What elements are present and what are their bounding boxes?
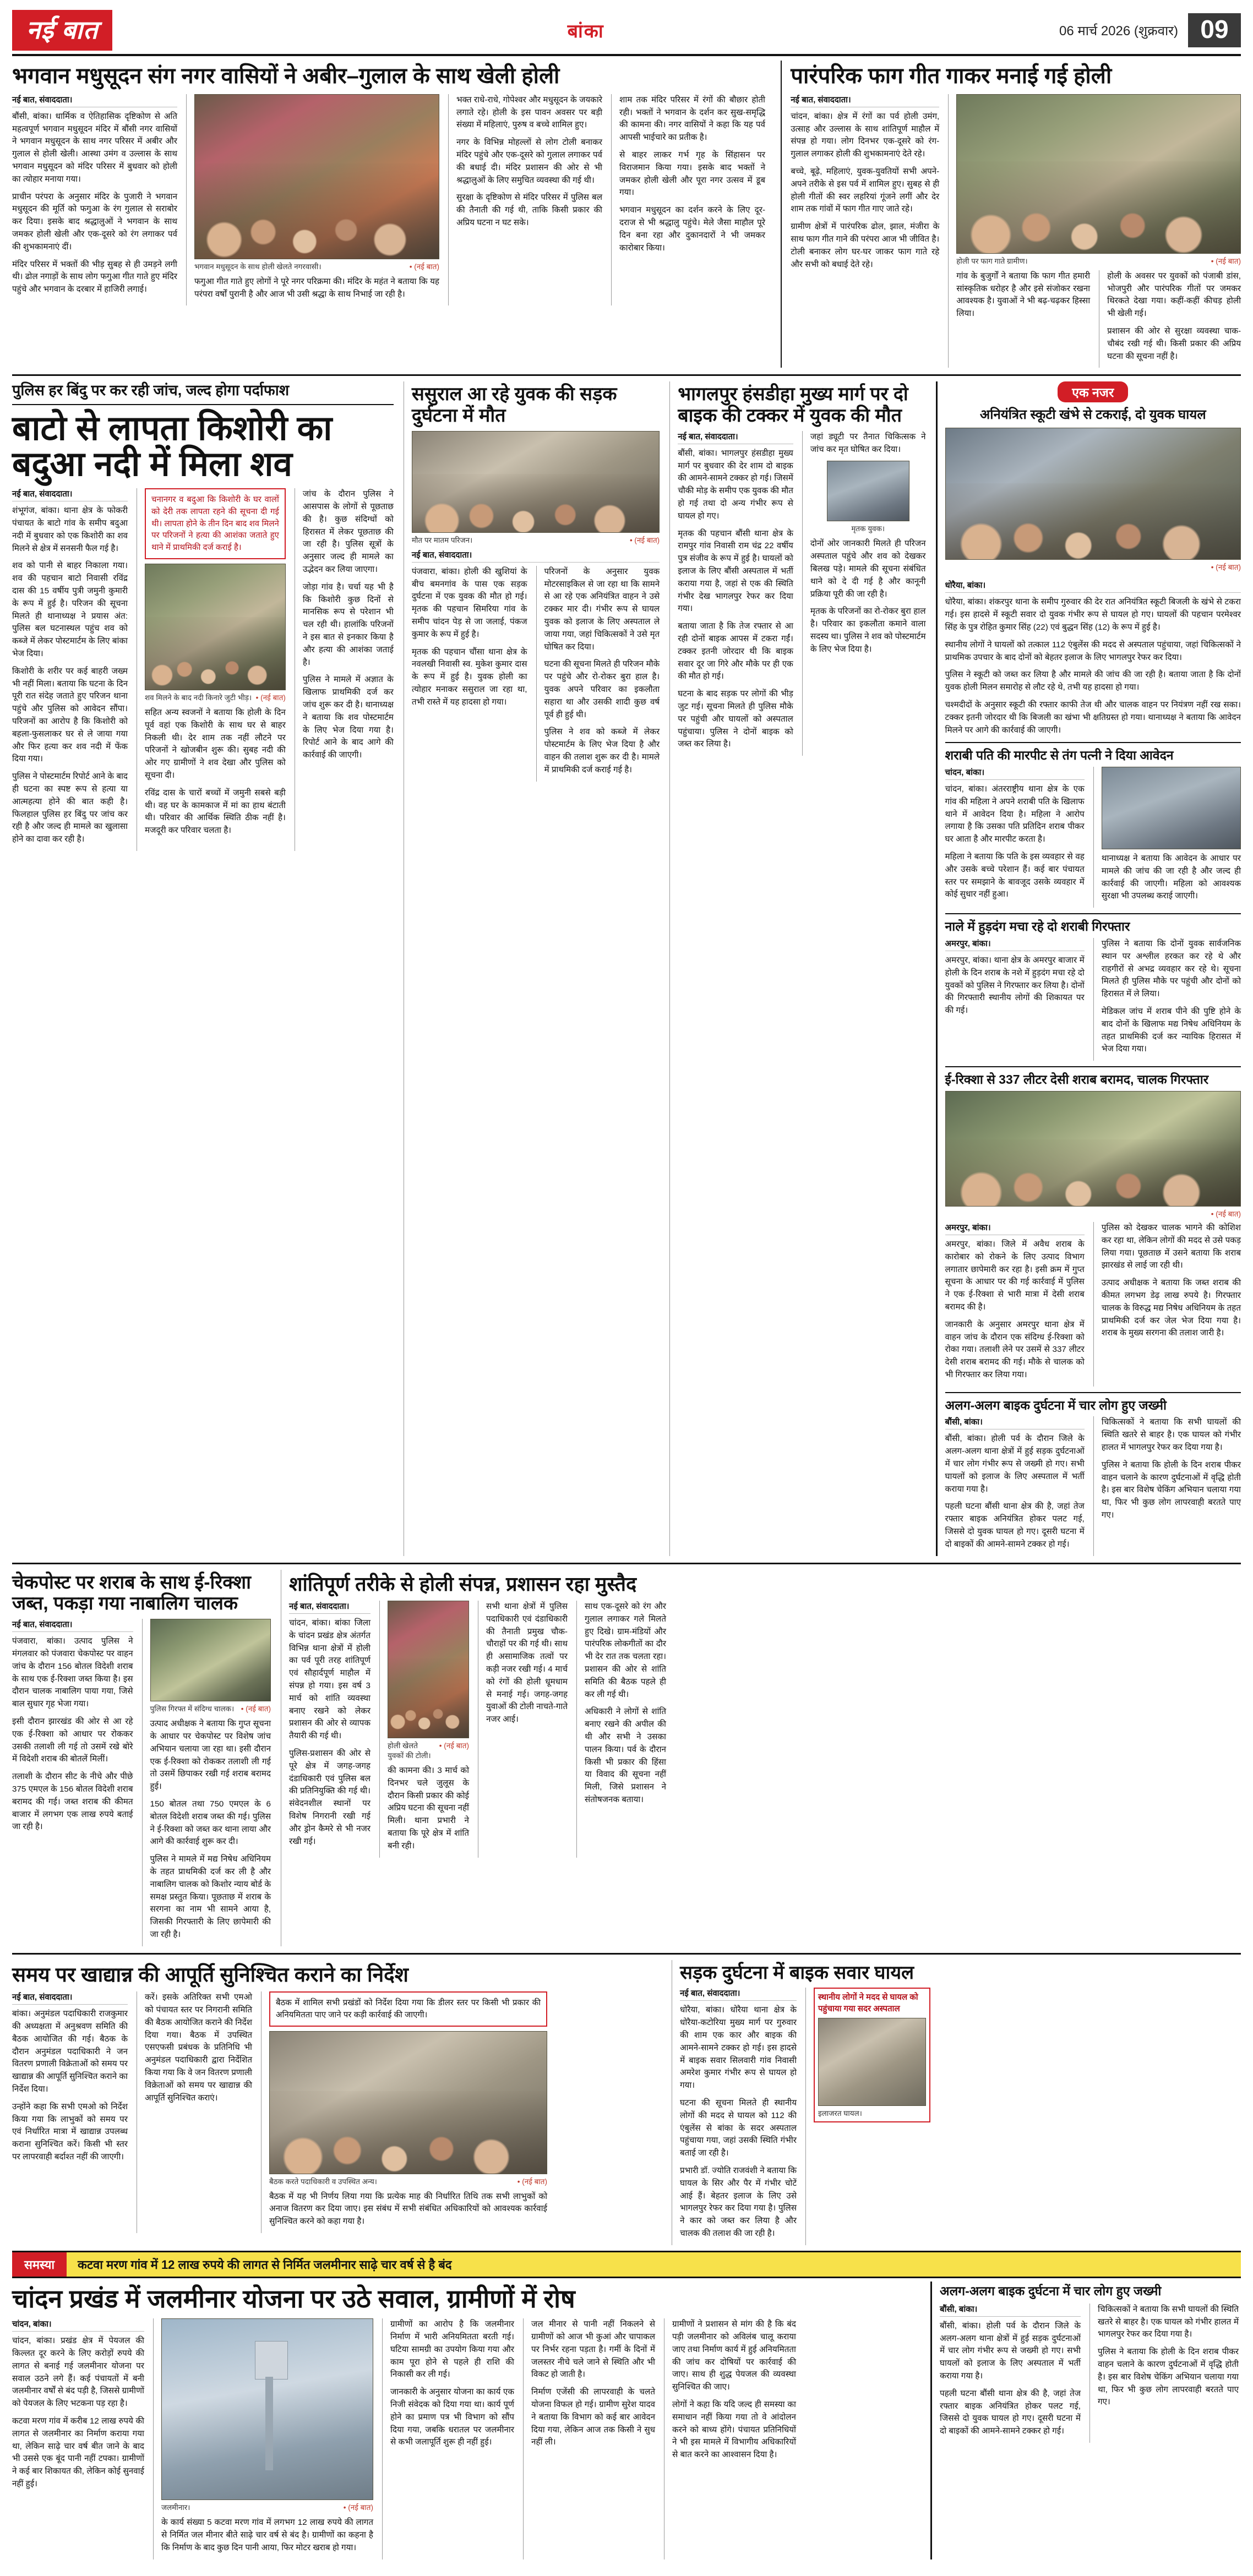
story-sasural-headline: ससुराल आ रहे युवक की सड़क दुर्घटना में मौत [411,384,617,427]
photo-caption [269,2174,547,2186]
paragraph: उत्पाद अधीक्षक ने बताया कि जब्त शराब की कीमत लगभग डेढ़ लाख रुपये है। गिरफ्तार चालक के विरुद्ध मद्य निषेध अधिनियम के तहत प्राथमिकी दर्ज कर जेल भेज दिया गया है। शराब के मुख्य सरगना की तलाश जारी है। [1101,1278,1241,1338]
paragraph: घटना की सूचना मिलते ही परिजन मौके पर पहुंचे और रो-रोकर बुरा हाल है। युवक अपने परिवार का इकलौता सहारा था और उसकी शादी कुछ वर्ष पूर्व ही हुई थी। [544,659,660,719]
page-number: 09 [1188,13,1241,47]
paragraph: प्राचीन परंपरा के अनुसार मंदिर के पुजारी ने भगवान मधुसूदन की मूर्ति को फगुआ के रंग गुलाल से सराबोर कर दिया। इसके बाद श्रद्धालुओं ने भगवान के साथ जमकर होली खेली और एक-दूसरे को रंग लगाकर पर्व की शुभकामनाएं दीं। [12,192,177,252]
paragraph: की कामना की। 3 मार्च को दिनभर चले जुलूस के दौरान किसी प्रकार की कोई अप्रिय घटना की सूचना नहीं मिली। थाना प्रभारी ने बताया कि पूरे क्षेत्र में शांति बनी रही। [388,1765,469,1851]
paragraph: रविंद्र दास के चारों बच्चों में जमुनी सबसे बड़ी थी। वह घर के कामकाज में मां का हाथ बंटाती थी। परिवार की आर्थिक स्थिति ठीक नहीं है। मजदूरी कर परिवार चलता है। [145,788,286,836]
paragraph: बौंसी, बांका। होली पर्व के दौरान जिले के अलग-अलग थाना क्षेत्रों में हुई सड़क दुर्घटनाओं में चार लोग गंभीर रूप से जख्मी हो गए। सभी घायलों को इलाज के लिए अस्पताल में भर्ती कराया गया है। [940,2321,1081,2381]
paragraph: महिला ने बताया कि पति के इस व्यवहार से वह और उसके बच्चे परेशान हैं। कई बार पंचायत स्तर पर समझाने के बावजूद उसके व्यवहार में कोई सुधार नहीं हुआ। [945,852,1085,899]
paragraph: मंदिर परिसर में भक्तों की भीड़ सुबह से ही उमड़ने लगी थी। ढोल नगाड़ों के साथ लोग फगुआ गीत गाते हुए मंदिर पहुंचे और भगवान के दरबार में हाजिरी लगाई। [12,259,177,294]
paragraph: घटना की सूचना मिलते ही स्थानीय लोगों की मदद से घायल को 112 की एंबुलेंस से बांका के सदर अस्पताल पहुंचाया गया, जहां उसकी स्थिति गंभीर बताई जा रही है। [680,2098,797,2158]
byline: नई बात, संवाददाता। [12,1991,128,2005]
photo-credit: • (नई बात) [255,693,286,702]
inset-note [814,1988,930,2122]
paragraph: शंभूगंज, बांका। थाना क्षेत्र के फोकरी पंचायत के बाटो गांव के समीप बदुआ नदी में बुधवार को एक किशोरी का शव मिलने से क्षेत्र में सनसनी फैल गई है। [12,506,128,553]
story-missing-girl [12,381,394,1556]
caption-text: इलाजरत घायल। [818,2109,862,2117]
photo-suspect-in-custody [150,1619,271,1701]
byline: नई बात, संवाददाता। [412,549,660,563]
paragraph: स्थानीय लोगों ने घायलों को तत्काल 112 एंबुलेंस की मदद से अस्पताल पहुंचाया, जहां चिकित्सकों ने प्राथमिक उपचार के बाद दोनों को बेहतर इलाज के लिए भागलपुर रेफर कर दिया। [945,640,1241,662]
photo-credit: • (नई बात) [1211,1209,1241,1218]
paragraph: जहां ड्यूटी पर तैनात चिकित्सक ने जांच कर मृत घोषित कर दिया। [810,432,926,454]
byline: नई बात, संवाददाता। [791,94,939,107]
photo-credit: • (नई बात) [517,2177,547,2186]
paragraph: पहली घटना बौंसी थाना क्षेत्र की है, जहां तेज रफ्तार बाइक अनियंत्रित होकर पलट गई, जिससे दो युवक घायल हो गए। दूसरी घटना में दो बाइकों की आमने-सामने टक्कर हो गई। [940,2388,1081,2436]
paragraph: चांदन, बांका। प्रखंड क्षेत्र में पेयजल की किल्लत दूर करने के लिए करोड़ों रुपये की लागत से बनाई गई जलमीनार योजना पर सवाल उठने लगे हैं। कई पंचायतों में बनी जलमीनार वर्षों से बंद पड़ी है, जिससे ग्रामीणों को पेयजल के लिए भटकना पड़ रहा है। [12,2336,144,2409]
story-peaceful-holi [281,1570,666,1946]
byline: नई बात, संवाददाता। [289,1601,371,1614]
paragraph: तलाशी के दौरान सीट के नीचे और पीछे 375 एमएल के 156 बोतल विदेशी शराब बरामद की गई। जब्त शराब की कीमत बाजार में लगभग एक लाख रुपये बताई जा रही है। [12,1772,133,1832]
paragraph: शव को पानी से बाहर निकाला गया। शव की पहचान बाटो निवासी रविंद्र दास की 15 वर्षीय पुत्री जमुनी कुमारी के रूप में हुई है। परिजन की सूचना मिलते ही थानाध्यक्ष ने प्रयास अंत: पुलिस बल घटनास्थल पहुंच शव को कब्जे में लेकर पोस्टमार्टम के लिए बांका भेज दिया। [12,561,128,658]
paragraph: पुलिस ने पोस्टमार्टम रिपोर्ट आने के बाद ही घटना का स्पष्ट रूप से हत्या या आत्महत्या होने की बात कही है। फिलहाल पुलिस हर बिंदु पर जांच कर रही है और जल्द ही मामले का खुलासा होने का दावा कर रही है। [12,772,128,844]
paragraph: भक्त राधे-राधे, गोपेश्वर और मधुसूदन के जयकारे लगाते रहे। होली के इस पावन अवसर पर बड़ी संख्या में महिलाएं, पुरुष व बच्चे शामिल हुए। [456,95,602,130]
byline: नई बात, संवाददाता। [12,94,177,107]
banner-text: कटवा मरण गांव में 12 लाख रुपये की लागत से निर्मित जलमीनार साढ़े चार वर्ष से है बंद [67,2252,1241,2277]
rail-lead-headline: अनियंत्रित स्कूटी खंभे से टकराई, दो युवक घायल [979,407,1206,423]
byline: बौंसी, बांका। [940,2304,1081,2317]
rail-item-heading: अलग-अलग बाइक दुर्घटना में चार लोग हुए जख्मी [945,1398,1167,1412]
caption-text: शव मिलने के बाद नदी किनारे जुटी भीड़। [145,693,252,702]
rail-item-arrests [945,913,1241,1061]
paragraph: बच्चे, बूढ़े, महिलाएं, युवक-युवतियों सभी अपने-अपने तरीके से इस पर्व में शामिल हुए। सुबह से ही होली गीतों की स्वर लहरियां गूंजने लगीं और देर शाम तक गांवों में फाग गीत गाए जाते रहे। [791,166,940,214]
caption-text: पुलिस गिरफ्त में संदिग्ध चालक। [150,1705,235,1713]
paragraph: धोरैया, बांका। शंकरपुर थाना के समीप गुरुवार की देर रात अनियंत्रित स्कूटी बिजली के खंभे से टकरा गई। इस हादसे में स्कूटी सवार दो युवक गंभीर रूप से घायल हो गए। घायलों की पहचान परमेश्वर सिंह के पुत्र रोहित कुमार सिंह (22) एवं बुद्धन सिंह (12) के रूप में हुई है। [945,597,1241,632]
paragraph: शाम तक मंदिर परिसर में रंगों की बौछार होती रही। भक्तों ने भगवान के दर्शन कर सुख-समृद्धि की कामना की। नगर वासियों ने कहा कि यह पर्व आपसी भाईचारे का प्रतीक है। [619,95,765,143]
paragraph: सभी थाना क्षेत्रों में पुलिस पदाधिकारी एवं दंडाधिकारी की तैनाती प्रमुख चौक-चौराहों पर की गई थी। साथ ही असामाजिक तत्वों पर कड़ी नजर रखी गई। 4 मार्च को रंगों की होली धूमधाम से मनाई गई। जगह-जगह युवाओं की टोली नाचते-गाते नजर आई। [486,1601,568,1724]
story-bike-crash [669,381,925,1556]
paragraph: मेडिकल जांच में शराब पीने की पुष्टि होने के बाद दोनों के खिलाफ मद्य निषेध अधिनियम के तहत प्राथमिकी दर्ज कर न्यायिक हिरासत में भेज दिया गया। [1101,1007,1241,1054]
paragraph: 150 बोतल तथा 750 एमएल के 6 बोतल विदेशी शराब जब्त की गई। पुलिस ने ई-रिक्शा को जब्त कर थाना लाया और आगे की कार्रवाई शुरू कर दी। [150,1799,271,1847]
rail-ek-nazar [936,381,1241,1556]
problem-banner [12,2251,1241,2278]
paragraph: दोनों ओर जानकारी मिलते ही परिजन अस्पताल पहुंचे और शव को देखकर बिलख पड़े। मामले की सूचना संबंधित थाने को दे दी गई है और कानूनी प्रक्रिया पूरी की जा रही है। [810,539,926,599]
photo-credit: • (नई बात) [1211,256,1241,265]
paragraph: चिकित्सकों ने बताया कि सभी घायलों की स्थिति खतरे से बाहर है। एक घायल को गंभीर हालत में भागलपुर रेफर कर दिया गया है। [1101,1417,1241,1453]
caption-text: मृतक युवक। [851,525,885,533]
story-missing-girl-kicker: पुलिस हर बिंदु पर कर रही जांच, जल्द होगा पर्दाफाश [12,381,394,405]
story-holi-main [12,61,770,368]
publication-date: 06 मार्च 2026 (शुक्रवार) [1059,23,1178,39]
brand-logo: नई बात [12,10,112,51]
photo-credit: • (नई बात) [629,536,660,544]
paragraph: फगुआ गीत गाते हुए लोगों ने पूरे नगर परिक्रमा की। मंदिर के महंत ने बताया कि यह परंपरा वर्षों पुरानी है और आज भी उसी श्रद्धा के साथ निभाई जा रही है। [194,276,439,299]
paragraph: प्रशासन की ओर से सुरक्षा व्यवस्था चाक-चौबंद रखी गई थी। किसी प्रकार की अप्रिय घटना की सूचना नहीं है। [1107,326,1241,361]
caption-text: मौत पर मातम परिजन। [411,536,473,544]
rail-item-wife-complaint [945,742,1241,908]
paragraph: गांव के बुजुर्गों ने बताया कि फाग गीत हमारी सांस्कृतिक धरोहर है और इसे संजोकर रखना आवश्यक है। युवाओं ने भी बढ़-चढ़कर हिस्सा लिया। [956,271,1091,319]
paragraph: मृतक की पहचान बौंसी थाना क्षेत्र के रामपुर गांव निवासी राम चंद्र 22 वर्षीय पुत्र संजीव के रूप में हुई है। घायलों को इलाज के लिए बौंसी अस्पताल में भर्ती कराया गया है, जहां से एक की स्थिति गंभीर देख भागलपुर रेफर कर दिया गया। [678,528,793,614]
paragraph: पुलिस ने मामले में अज्ञात के खिलाफ प्राथमिकी दर्ज कर जांच शुरू कर दी है। थानाध्यक्ष ने बताया कि शव पोस्टमार्टम के लिए भेज दिया गया है। रिपोर्ट आने के बाद आगे की कार्रवाई की जाएगी। [302,675,394,760]
story-checkpost-headline: चेकपोस्ट पर शराब के साथ ई-रिक्शा जब्त, पकड़ा गया नाबालिग चालक [12,1571,251,1614]
photo-caption [945,1207,1241,1219]
photo-damaged-scooter [945,428,1241,560]
paragraph: चांदन, बांका। अंतरराष्ट्रीय थाना क्षेत्र के एक गांव की महिला ने अपने शराबी पति के खिलाफ थाने में आवेदन दिया है। महिला ने आरोप लगाया है कि उसका पति प्रतिदिन शराब पीकर घर आता है और मारपीट करता है। [945,784,1085,844]
photo-credit: • (नई बात) [343,2503,373,2512]
paragraph: पुलिस ने स्कूटी को जब्त कर लिया है और मामले की जांच की जा रही है। बताया जाता है कि दोनों युवक होली मिलन समारोह से लौट रहे थे, तभी यह हादसा हो गया। [945,670,1241,692]
paragraph: उत्पाद अधीक्षक ने बताया कि गुप्त सूचना के आधार पर चेकपोस्ट पर विशेष जांच अभियान चलाया जा रहा था। इसी दौरान एक ई-रिक्शा को रोककर तलाशी ली गई तो उसमें छिपाकर रखी गई शराब बरामद हुई। [150,1719,271,1792]
paragraph: मृतक की पहचान चौंसा थाना क्षेत्र के नवलखी निवासी स्व. मुकेश कुमार दास के रूप में हुई है। युवक होली का त्योहार मनाकर ससुराल जा रहा था, तभी रास्ते में यह हादसा हो गया। [411,647,527,707]
inset-note-text: स्थानीय लोगों ने मदद से घायल को पहुंचाया गया सदर अस्पताल [818,1993,918,2013]
paragraph: कटवा मरण गांव में करीब 12 लाख रुपये की लागत से जलमीनार का निर्माण कराया गया था, लेकिन साढ़े चार वर्ष बीत जाने के बाद भी उससे एक बूंद पानी नहीं टपका। ग्रामीणों ने कई बार शिकायत की, लेकिन कोई सुनवाई नहीं हुई। [12,2416,144,2489]
rail-item-heading: नाले में हुड़दंग मचा रहे दो शराबी गिरफ्तार [945,919,1130,934]
photo-caption [956,254,1241,266]
photo-caption [194,259,439,271]
top-story-band [12,61,1241,368]
photo-caption [150,1701,271,1713]
byline: चांदन, बांका। [12,2318,144,2332]
caption-text: जलमीनार। [161,2503,190,2512]
photo-credit: • (नई बात) [1211,563,1241,572]
paragraph: ग्रामीणों का आरोप है कि जलमीनार निर्माण में भारी अनियमितता बरती गई। घटिया सामग्री का उपयोग किया गया और काम पूरा होने से पहले ही राशि की निकासी कर ली गई। [390,2320,514,2379]
paragraph: पुलिस को देखकर चालक भागने की कोशिश कर रहा था, लेकिन लोगों की मदद से उसे पकड़ लिया गया। पूछताछ में उसने बताया कि शराब झारखंड से लाई जा रही थी। [1101,1222,1241,1270]
paragraph: उन्होंने कहा कि सभी एमओ को निर्देश किया गया कि लाभुकों को समय पर एवं निर्धारित मात्रा में खाद्यान्न उपलब्ध कराना सुनिश्चित करें। किसी भी स्तर पर लापरवाही बर्दाश्त नहीं की जाएगी। [12,2102,128,2162]
paragraph: परिजनों के अनुसार युवक मोटरसाइकिल से जा रहा था कि सामने से आ रहे एक अनियंत्रित वाहन ने उसे टक्कर मार दी। गंभीर रूप से घायल युवक को इलाज के लिए अस्पताल ले जाया गया, जहां चिकित्सकों ने उसे मृत घोषित कर दिया। [544,566,660,652]
paragraph: से बाहर लाकर गर्भ गृह के सिंहासन पर विराजमान किया गया। इसके बाद भक्तों ने जमकर होली खेली और पूरा नगर उत्सव में डूब गया। [619,150,765,198]
photo-caption [145,690,286,702]
paragraph: चांदन, बांका। बांका जिला के चांदन प्रखंड क्षेत्र अंतर्गत विभिन्न थाना क्षेत्रों में होली का पर्व पूरी तरह शांतिपूर्ण एवं सौहार्दपूर्ण माहौल में संपन्न हो गया। इस वर्ष 3 मार्च को शांति व्यवस्था बनाए रखने को लेकर प्रशासन की ओर से व्यापक तैयारी की गई थी। [289,1618,371,1741]
story-checkpost [12,1570,271,1946]
paragraph: पहली घटना बौंसी थाना क्षेत्र की है, जहां तेज रफ्तार बाइक अनियंत्रित होकर पलट गई, जिससे दो युवक घायल हो गए। दूसरी घटना में दो बाइकों की आमने-सामने टक्कर हो गई। [945,1502,1085,1549]
rail-item-heading: शराबी पति की मारपीट से तंग पत्नी ने दिया आवेदन [945,748,1174,763]
story-food-supply [12,1960,662,2245]
photo-credit: • (नई बात) [409,262,439,271]
paragraph: सुरक्षा के दृष्टिकोण से मंदिर परिसर में पुलिस बल की तैनाती की गई थी, ताकि किसी प्रकार की अप्रिय घटना न घट सके। [456,193,602,227]
paragraph: मृतक के परिजनों का रो-रोकर बुरा हाल है। परिवार का इकलौता कमाने वाला सदस्य था। पुलिस ने शव को पोस्टमार्टम के लिए भेज दिया है। [810,607,926,654]
photo-caption [818,2106,926,2118]
paragraph: होली के अवसर पर युवकों को पंजाबी डांस, भोजपुरी और पारंपरिक गीतों पर जमकर थिरकते देखा गया। कहीं-कहीं कीचड़ होली भी खेली गई। [1107,271,1241,319]
paragraph: जल मीनार से पानी नहीं निकलने से ग्रामीणों को आज भी कुआं और चापाकल पर निर्भर रहना पड़ता है। गर्मी के दिनों में जलस्तर नीचे चले जाने से स्थिति और भी विकट हो जाती है। [531,2320,655,2379]
paragraph: अमरपुर, बांका। थाना क्षेत्र के अमरपुर बाजार में होली के दिन शराब के नशे में हुड़दंग मचा रहे दो युवकों को पुलिस ने गिरफ्तार कर लिया है। दोनों की गिरफ्तारी स्थानीय लोगों की शिकायत पर की गई। [945,956,1085,1016]
paragraph: धोरैया, बांका। धोरैया थाना क्षेत्र के धोरैया-कटोरिया मुख्य मार्ग पर गुरुवार की शाम एक कार और बाइक की आमने-सामने टक्कर हो गई। इस हादसे में बाइक सवार सिलवारी गांव निवासी अमरेश कुमार गंभीर रूप से घायल हो गया। [680,2005,797,2091]
rail-item-road-accidents [945,1392,1241,1556]
story-fag-geet [781,61,1241,368]
story-bike-crash-headline: भागलपुर हंसडीहा मुख्य मार्ग पर दो बाइक की टक्कर में युवक की मौत [678,384,908,427]
caption-text: भगवान मधुसूदन के साथ होली खेलते नगरवासी। [194,262,322,271]
paragraph: साथ एक-दूसरे को रंग और गुलाल लगाकर गले मिलते हुए दिखे। ग्राम-मंडियों और पारंपरिक लोकगीतों का दौर भी देर रात तक चलता रहा। प्रशासन की ओर से शांति समिति की बैठक पहले ही कर ली गई थी। [585,1601,666,1699]
story-bike-injured-headline: सड़क दुर्घटना में बाइक सवार घायल [680,1962,914,1983]
paragraph: अधिकारी ने लोगों से शांति बनाए रखने की अपील की थी और सभी ने उसका पालन किया। पर्व के दौरान किसी भी प्रकार की हिंसा या विवाद की सूचना नहीं मिली, जिसे प्रशासन ने संतोषजनक बताया। [585,1707,666,1804]
paragraph: बताया जाता है कि तेज रफ्तार से आ रही दोनों बाइक आपस में टकरा गईं। टक्कर इतनी जोरदार थी कि बाइक सवार दूर जा गिरे और मौके पर ही एक की मौत हो गई। [678,621,793,681]
paragraph: जोड़ा गांव है। चर्चा यह भी है कि किशोरी कुछ दिनों से मानसिक रूप से परेशान भी चल रही थी। हालांकि परिजनों ने इस बात से इनकार किया है और हत्या की आशंका जताई है। [302,582,394,667]
paragraph: अमरपुर, बांका। जिले में अवैध शराब के कारोबार को रोकने के लिए उत्पाद विभाग लगातार छापेमारी कर रहा है। इसी क्रम में गुप्त सूचना के आधार पर की गई कार्रवाई में पुलिस ने एक ई-रिक्शा से भारी मात्रा में देसी शराब बरामद की है। [945,1239,1085,1312]
paragraph: करें। इसके अतिरिक्त सभी एमओ को पंचायत स्तर पर निगरानी समिति की बैठक आयोजित कराने की निर्देश दिया गया। बैठक में उपस्थित एसएफसी प्रबंधक के प्रतिनिधि भी अनुमंडल पदाधिकारी द्वारा निर्देशित किया गया कि वे जन वितरण प्रणाली विक्रेताओं को समय पर खाद्यान्न की आपूर्ति सुनिश्चित कराएं। [145,1993,252,2103]
paragraph: भगवान मधुसूदन का दर्शन करने के लिए दूर-दराज से भी श्रद्धालु पहुंचे। मेले जैसा माहौल पूरे दिन बना रहा और दुकानदारों ने भी जमकर कारोबार किया। [619,205,765,253]
photo-caption [810,521,926,533]
paragraph: पुलिस ने बताया कि दोनों युवक सार्वजनिक स्थान पर अश्लील हरकत कर रहे थे और राहगीरों से अभद्र व्यवहार कर रहे थे। सूचना मिलते ही पुलिस मौके पर पहुंची और दोनों को हिरासत में ले लिया। [1101,939,1241,999]
highlight-box: चनानगर व बदुआ कि किशोरी के घर वालों को देरी तक लापता रहने की सूचना दी गई थी। लापता होने के तीन दिन बाद शव मिलने पर परिजनों ने हत्या की आशंका जताते हुए थाने में प्राथमिकी दर्ज कराई है। [145,488,286,559]
photo-water-tower [161,2318,373,2500]
caption-text: होली खेलते युवकों की टोली। [388,1741,431,1760]
rail-item-heading: ई-रिक्शा से 337 लीटर देसी शराब बरामद, चालक गिरफ्तार [945,1072,1209,1087]
photo-caption [412,533,660,545]
banner-tag: समस्या [12,2252,67,2277]
paragraph: ग्रामीणों ने प्रशासन से मांग की है कि बंद पड़ी जलमीनार को अविलंब चालू कराया जाए तथा निर्माण कार्य में हुई अनियमितता की जांच कर दोषियों पर कार्रवाई की जाए। साथ ही शुद्ध पेयजल की व्यवस्था सुनिश्चित की जाए। [672,2320,796,2392]
caption-text: बैठक करते पदाधिकारी व उपस्थित अन्य। [269,2177,377,2186]
edition-name: बांका [567,21,604,42]
photo-credit: • (नई बात) [439,1741,469,1750]
paragraph: पुलिस ने मामले में मद्य निषेध अधिनियम के तहत प्राथमिकी दर्ज कर ली है और नाबालिग चालक को किशोर न्याय बोर्ड के समक्ष प्रस्तुत किया। पूछताछ में शराब के सरगना का नाम भी सामने आया है, जिसकी गिरफ्तारी के लिए छापेमारी की जा रही है। [150,1854,271,1939]
photo-woman-with-application [1102,767,1241,849]
paragraph: पुलिस ने बताया कि होली के दिन शराब पीकर वाहन चलाने के कारण दुर्घटनाओं में वृद्धि होती है। इस बार विशेष चेकिंग अभियान चलाया गया था, फिर भी कुछ लोग लापरवाही बरतते पाए गए। [1098,2347,1239,2407]
photo-injured-treatment [818,2018,926,2106]
photo-officials-meeting [269,2031,547,2174]
photo-credit: • (नई बात) [241,1705,271,1713]
story-jalminar [12,2282,920,2559]
rail-item-heading: अलग-अलग बाइक दुर्घटना में चार लोग हुए जख्मी [940,2283,1162,2298]
byline: चांदन, बांका। [945,767,1085,780]
paragraph: बांका। अनुमंडल पदाधिकारी राजकुमार की अध्यक्षता में अनुश्रवण समिति की बैठक आयोजित की गई। बैठक के दौरान अनुमंडल पदाधिकारी ने जन वितरण प्रणाली विक्रेताओं को समय पर खाद्यान्न की आपूर्ति सुनिश्चित कराने का निर्देश दिया। [12,2009,128,2094]
rail-title-badge: एक नजर [1058,381,1128,402]
paragraph: जानकारी के अनुसार योजना का कार्य एक निजी संवेदक को दिया गया था। कार्य पूर्ण होने का प्रमाण पत्र भी विभाग को सौंप दिया गया, जबकि धरातल पर जलमीनार से कभी जलापूर्ति शुरू ही नहीं हुई। [390,2387,514,2447]
food-supply-band [12,1960,1241,2245]
photo-caption [945,560,1241,572]
paragraph: थानाध्यक्ष ने बताया कि आवेदन के आधार पर मामले की जांच की जा रही है और जल्द ही कार्रवाई की जाएगी। महिला को आवश्यक सुरक्षा भी उपलब्ध कराई जाएगी। [1101,854,1241,901]
middle-column-stack [404,381,660,1556]
story-holi-main-headline: भगवान मधुसूदन संग नगर वासियों ने अबीर–गुलाल के साथ खेली होली [12,64,560,88]
paragraph: जानकारी के अनुसार अमरपुर थाना क्षेत्र में वाहन जांच के दौरान एक संदिग्ध ई-रिक्शा को रोका गया। तलाशी लेने पर उसमें से 337 लीटर देसी शराब बरामद की गई। मौके से चालक को भी गिरफ्तार कर लिया गया। [945,1319,1085,1379]
paragraph: पंजवारा, बांका। होली की खुशियां के बीच बमनगांव के पास एक सड़क दुर्घटना में एक युवक की मौत हो गई। मृतक की पहचान सिमरिया गांव के समीप चांदन पेड़ से जा जलाई, पंकज कुमार के रूप में हुई है। [411,566,527,639]
paragraph: ग्रामीण क्षेत्रों में पारंपरिक ढोल, झाल, मंजीरा के साथ फाग गीत गाने की परंपरा आज भी जीवित है। टोली बनाकर लोग घर-घर जाकर फाग गाते रहे और सभी को बधाई देते रहे। [791,222,940,269]
photo-holi-celebration [194,94,439,259]
paragraph: चश्मदीदों के अनुसार स्कूटी की रफ्तार काफी तेज थी और चालक वाहन पर नियंत्रण नहीं रख सका। टक्कर इतनी जोरदार थी कि बिजली का खंभा भी क्षतिग्रस्त हो गया। थानाध्यक्ष ने बताया कि आवेदन मिलने पर आगे की कार्रवाई की जाएगी। [945,700,1241,735]
paragraph: किशोरी के शरीर पर कई बाहरी जख्म भी नहीं मिला। बताया कि घटना के दिन पूरी रात संदेह जताते हुए परिजन थाना पहुंचे और पुलिस को आवेदन सौंपा। परिजनों का आरोप है कि किशोरी को बहला-फुसलाकर घर से ले जाया गया और फिर हत्या कर शव नदी में फेंक दिया गया। [12,666,128,764]
photo-deceased-youth [827,461,909,521]
paragraph: घटना के बाद सड़क पर लोगों की भीड़ जुट गई। सूचना मिलते ही पुलिस मौके पर पहुंची और घायलों को अस्पताल पहुंचाया। पुलिस ने दोनों बाइक को जब्त कर लिया है। [678,689,793,749]
paragraph: सहित अन्य स्वजनों ने बताया कि होली के दिन पूर्व वहां एक किशोरी के साथ घर से बाहर निकली थी। देर शाम तक नहीं लौटने पर परिजनों ने खोजबीन शुरू की। सुबह नदी की ओर गए ग्रामीणों ने शव देखा और पुलिस को सूचना दी। [145,707,286,780]
story-fag-headline: पारंपरिक फाग गीत गाकर मनाई गई होली [791,64,1112,88]
story-food-supply-headline: समय पर खाद्यान्न की आपूर्ति सुनिश्चित कराने का निर्देश [12,1963,408,1986]
paragraph: बौंसी, बांका। धार्मिक व ऐतिहासिक दृष्टिकोण से अति महत्वपूर्ण भगवान मधुसूदन मंदिर में बौंसी नगर वासियों ने भगवान मधुसूदन के साथ नगर परिसर में अबीर और गुलाल से होली खेली। आस्था उमंग व उल्लास के साथ भगवान मधुसूदन को मंदिर परिसर में बुधवार को होली का त्योहार मनाया गया। [12,111,177,184]
byline: नई बात, संवाददाता। [12,1619,133,1632]
story-jalminar-headline: चांदन प्रखंड में जलमीनार योजना पर उठे सवाल, ग्रामीणों में रोष [12,2284,575,2313]
paragraph: लोगों ने कहा कि यदि जल्द ही समस्या का समाधान नहीं किया गया तो वे आंदोलन करने को बाध्य होंगे। पंचायत प्रतिनिधियों ने भी इस मामले में विभागीय अधिकारियों से बात करने का आश्वासन दिया है। [672,2400,796,2460]
paragraph: पुलिस-प्रशासन की ओर से पूरे क्षेत्र में जगह-जगह दंडाधिकारी एवं पुलिस बल की प्रतिनियुक्ति की गई थी। संवेदनशील स्थानों पर विशेष निगरानी रखी गई और ड्रोन कैमरे से भी नजर रखी गई। [289,1748,371,1846]
paragraph: पंजवारा, बांका। उत्पाद पुलिस ने मंगलवार को पंजवारा चेकपोस्ट पर वाहन जांच के दौरान 156 बोतल विदेशी शराब के साथ एक ई-रिक्शा जब्त किया है। इस दौरान चालक नाबालिग पाया गया, जिसे बाल सुधार गृह भेजा गया। [12,1636,133,1709]
photo-caption [388,1738,469,1760]
paragraph: बैठक में यह भी निर्णय लिया गया कि प्रत्येक माह की निर्धारित तिथि तक सभी लाभुकों को अनाज वितरण कर दिया जाए। इस संबंध में सभी संबंधित अधिकारियों को आवश्यक कार्रवाई सुनिश्चित करने को कहा गया है। [269,2191,547,2226]
rail-item-accident [945,575,1241,736]
photo-villagers-fag [956,94,1241,254]
lower-band [12,1570,1241,1946]
byline: नई बात, संवाददाता। [678,431,793,444]
paragraph: चांदन, बांका। क्षेत्र में रंगों का पर्व होली उमंग, उत्साह और उल्लास के साथ शांतिपूर्ण माहौल में संपन्न हो गया। लोग दिनभर एक-दूसरे को रंग-गुलाल लगाकर होली की शुभकामनाएं देते रहे। [791,111,940,159]
paragraph: इसी दौरान झारखंड की ओर से आ रहे एक ई-रिक्शा को आधार पर रोककर उसकी तलाशी ली गई तो उसमें रखे बोरे में विदेशी शराब की बोतलें मिलीं। [12,1716,133,1764]
paragraph: पुलिस ने शव को कब्जे में लेकर पोस्टमार्टम के लिए भेज दिया है और वाहन की तलाश शुरू कर दी है। मामले में प्राथमिकी दर्ज कराई गई है। [544,727,660,774]
paragraph: प्रभारी डॉ. ज्योति राजवंशी ने बताया कि घायल के सिर और पैर में गंभीर चोटें आई हैं। बेहतर इलाज के लिए उसे भागलपुर रेफर कर दिया गया है। पुलिस ने कार को जब्त कर लिया है और चालक की तलाश की जा रही है। [680,2166,797,2238]
byline: अमरपुर, बांका। [945,938,1085,951]
paragraph: पुलिस ने बताया कि होली के दिन शराब पीकर वाहन चलाने के कारण दुर्घटनाओं में वृद्धि होती है। इस बार विशेष चेकिंग अभियान चलाया गया था, फिर भी कुछ लोग लापरवाही बरतते पाए गए। [1101,1460,1241,1520]
rail-bottom-continuation [930,2282,1239,2559]
byline: नई बात, संवाददाता। [12,488,128,501]
paragraph: निर्माण एजेंसी की लापरवाही के चलते योजना विफल हो गई। ग्रामीण सुरेश यादव ने बताया कि विभाग को कई बार आवेदन दिया गया, लेकिन आज तक किसी ने सुध नहीं ली। [531,2387,655,2447]
caption-text: होली पर फाग गाते ग्रामीण। [956,256,1028,265]
byline: धोरैया, बांका। [945,580,1241,593]
story-bike-injured [672,1960,930,2245]
story-missing-girl-headline: बाटो से लापता किशोरी का बदुआ नदी में मिला शव [12,409,333,484]
paragraph: के कार्य संख्या 5 कटवा मरण गांव में लगभग 12 लाख रुपये की लागत से निर्मित जल मीनार बीते साढ़े चार वर्ष से बंद है। ग्रामीणों का कहना है कि निर्माण के बाद कुछ दिन पानी आया, फिर मोटर खराब हो गया। [161,2518,373,2552]
paragraph: नगर के विभिन्न मोहल्लों से लोग टोली बनाकर मंदिर पहुंचे और एक-दूसरे को गुलाल लगाकर पर्व की बधाई दी। मंदिर प्रशासन की ओर से भी श्रद्धालुओं के लिए समुचित व्यवस्था की गई थी। [456,138,602,185]
byline: बौंसी, बांका। [945,1416,1085,1429]
middle-band [12,381,1241,1556]
photo-mourning-family [412,431,660,533]
masthead [12,10,1241,56]
byline: अमरपुर, बांका। [945,1222,1085,1235]
photo-seized-liquor [945,1091,1241,1207]
paragraph: चिकित्सकों ने बताया कि सभी घायलों की स्थिति खतरे से बाहर है। एक घायल को गंभीर हालत में भागलपुर रेफर कर दिया गया है। [1098,2304,1239,2339]
paragraph: बौंसी, बांका। भागलपुर हंसडीहा मुख्य मार्ग पर बुधवार की देर शाम दो बाइक की आमने-सामने टक्कर हो गई। जिसमें चौकी मोड़ के समीप एक युवक की मौत हो गई तथा दो अन्य गंभीर रूप से घायल हो गए। [678,448,793,521]
photo-youths-playing-holi [388,1601,469,1738]
photo-caption [161,2500,373,2512]
paragraph: जांच के दौरान पुलिस ने आसपास के लोगों से पूछताछ की है। कुछ संदिग्धों को हिरासत में लेकर पूछताछ की जा रही है। पुलिस सूत्रों के अनुसार जल्द ही मामले का उद्भेदन कर लिया जाएगा। [302,489,394,574]
paragraph: बौंसी, बांका। होली पर्व के दौरान जिले के अलग-अलग थाना क्षेत्रों में हुई सड़क दुर्घटनाओं में चार लोग गंभीर रूप से जख्मी हो गए। सभी घायलों को इलाज के लिए अस्पताल में भर्ती कराया गया है। [945,1434,1085,1494]
jalminar-band [12,2282,1241,2559]
rail-item-ricksha-liquor [945,1066,1241,1387]
byline: नई बात, संवाददाता। [680,1988,797,2001]
photo-crowd-riverbank [145,564,286,690]
story-sasural [412,384,660,781]
story-peaceful-holi-headline: शांतिपूर्ण तरीके से होली संपन्न, प्रशासन रहा मुस्तैद [289,1572,637,1595]
highlight-box: बैठक में शामिल सभी प्रखंडों को निर्देश दिया गया कि डीलर स्तर पर किसी भी प्रकार की अनियमितता पाए जाने पर कड़ी कार्रवाई की जाएगी। [269,1991,547,2027]
